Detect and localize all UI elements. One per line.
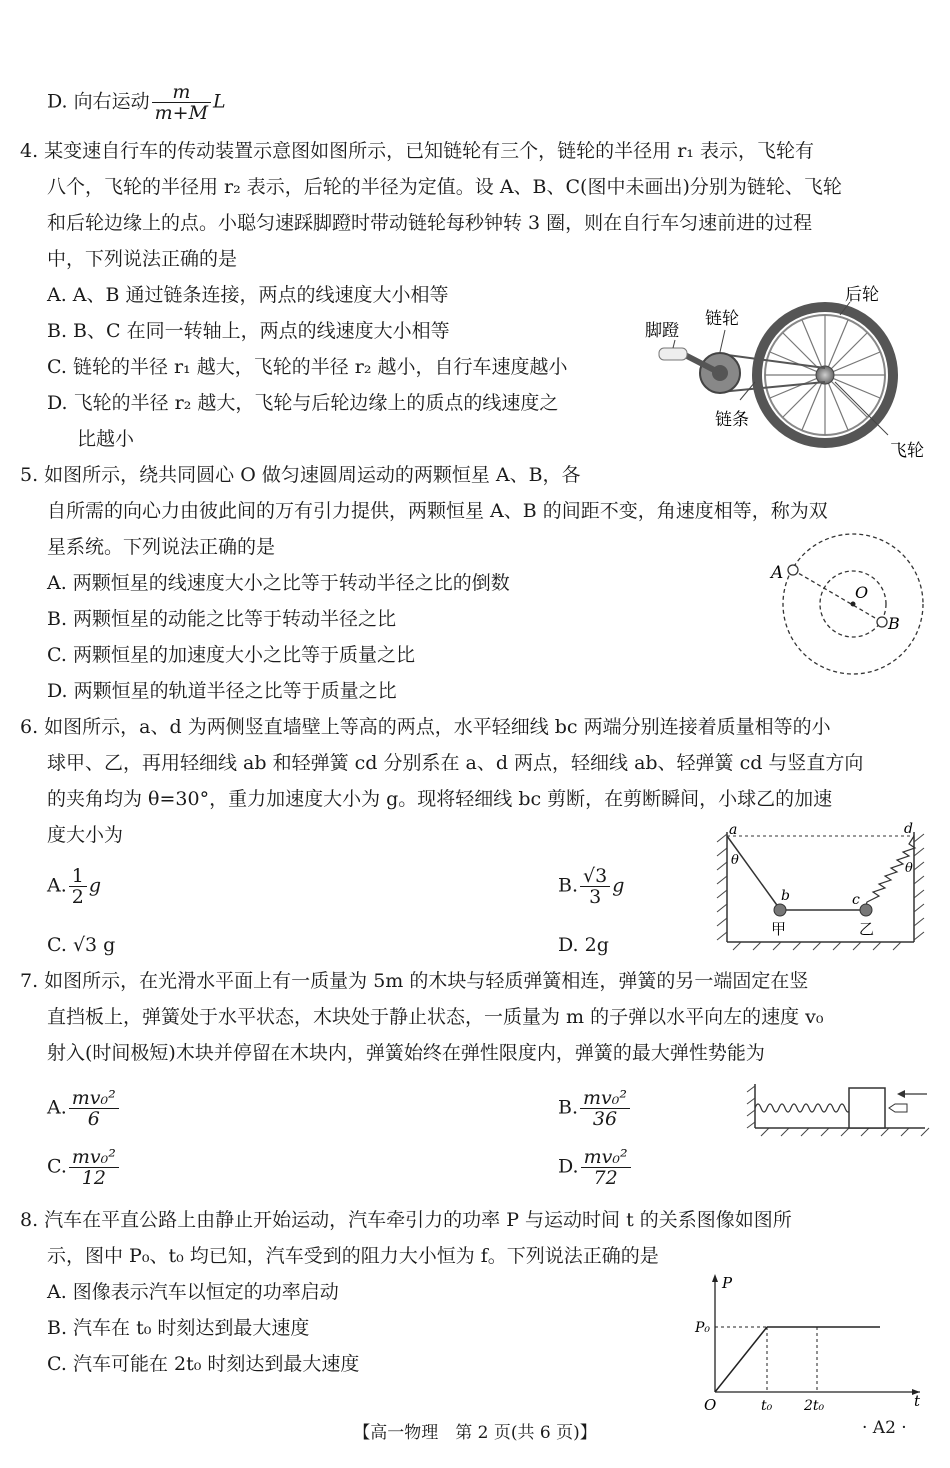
axis-label-t: t <box>914 1392 921 1410</box>
q4-stem-line-3: 和后轮边缘上的点。小聪匀速踩脚蹬时带动链轮每秒钟转 3 圈，则在自行车匀速前进的过程 <box>47 212 813 234</box>
spring-block-figure <box>745 1078 935 1138</box>
wall-hatching <box>717 834 924 950</box>
label-yi: 乙 <box>859 920 875 938</box>
q3-option-d: D. 向右运动 $\frac{m}{m+M}$ L <box>47 81 226 124</box>
label-rear-wheel: 后轮 <box>845 285 879 305</box>
label-a: a <box>729 822 738 838</box>
label-chainring: 链轮 <box>705 309 739 329</box>
q8-stem-line-2: 示，图中 P₀、t₀ 均已知，汽车受到的阻力大小恒为 f。下列说法正确的是 <box>47 1245 659 1267</box>
q8-option-a: A. 图像表示汽车以恒定的功率启动 <box>47 1281 339 1303</box>
q6-option-b: B. $\frac{√3}{3}$ g <box>558 865 625 908</box>
q7-option-b: B. $\frac{\text{mv₀²}}{36}$ <box>558 1088 632 1129</box>
label-chain: 链条 <box>715 410 749 430</box>
q4-option-b: B. B、C 在同一转轴上，两点的线速度大小相等 <box>47 320 450 342</box>
q5-stem-line-1: 5. 如图所示，绕共同圆心 O 做匀速圆周运动的两颗恒星 A、B，各 <box>20 464 581 486</box>
q6-option-d: D. 2g <box>558 934 609 956</box>
q4-option-a: A. A、B 通过链条连接，两点的线速度大小相等 <box>47 284 449 306</box>
q6-a-fraction: $\frac{1}{2}$ <box>69 866 87 907</box>
string-ab <box>727 836 779 908</box>
q5-stem-line-3: 星系统。下列说法正确的是 <box>47 536 276 558</box>
q5-stem-line-2: 自所需的向心力由彼此间的万有引力提供，两颗恒星 A、B 的间距不变，角速度相等，称为双 <box>47 500 828 522</box>
star-a <box>788 565 798 575</box>
q6-stem-line-1: 6. 如图所示，a、d 为两侧竖直墙壁上等高的两点，水平轻细线 bc 两端分别连接着质量相等的小 <box>20 716 831 738</box>
ball-yi <box>860 904 872 916</box>
tick-2t0: 2t₀ <box>804 1398 825 1414</box>
label-a: A <box>771 563 784 583</box>
q6-option-a: A. $\frac{1}{2}$ g <box>47 865 102 908</box>
label-d: d <box>904 822 913 837</box>
bullet <box>889 1104 907 1112</box>
q6-stem-line-2: 球甲、乙，再用轻细线 ab 和轻弹簧 cd 分别系在 a、d 两点，轻细线 ab、轻弹簧 cd 与竖直方向 <box>47 752 864 774</box>
binary-star-figure <box>765 525 940 700</box>
power-time-graph <box>690 1272 930 1414</box>
q7-b-fraction: $\frac{\text{mv₀²}}{36}$ <box>580 1088 630 1129</box>
q7-a-fraction: $\frac{\text{mv₀²}}{6}$ <box>69 1088 119 1129</box>
star-b <box>877 617 887 627</box>
label-b: b <box>781 888 790 904</box>
q6-b-fraction: $\frac{√3}{3}$ <box>580 866 610 907</box>
q7-option-c: C. $\frac{\text{mv₀²}}{12}$ <box>47 1147 121 1188</box>
q6-option-c: C. √3 g <box>47 934 116 956</box>
label-origin: O <box>704 1396 717 1414</box>
label-c: c <box>852 892 860 908</box>
q5-option-c: C. 两颗恒星的加速度大小之比等于质量之比 <box>47 644 415 666</box>
label-b: B <box>888 614 900 633</box>
q4-stem-line-1: 4. 某变速自行车的传动装置示意图如图所示，已知链轮有三个，链轮的半径用 r₁ 表示，飞轮有 <box>20 140 814 162</box>
q8-option-c: C. 汽车可能在 2t₀ 时刻达到最大速度 <box>47 1353 360 1375</box>
page-footer: 【高一物理 第 2 页(共 6 页)】 <box>353 1423 597 1443</box>
spring <box>755 1104 851 1112</box>
label-flywheel: 飞轮 <box>890 441 924 461</box>
q4-option-c: C. 链轮的半径 r₁ 越大，飞轮的半径 r₂ 越小，自行车速度越小 <box>47 356 568 378</box>
q8-option-b: B. 汽车在 t₀ 时刻达到最大速度 <box>47 1317 310 1339</box>
velocity-arrow <box>897 1090 905 1098</box>
wall-spring-figure <box>713 822 928 952</box>
label-jia: 甲 <box>771 920 787 938</box>
q4-option-d: D. 飞轮的半径 r₂ 越大，飞轮与后轮边缘上的质点的线速度之 <box>47 392 559 414</box>
bicycle-figure <box>645 280 940 465</box>
q6-stem-line-3: 的夹角均为 θ=30°，重力加速度大小为 g。现将轻细线 bc 剪断，在剪断瞬间，小球乙的加速 <box>47 788 833 810</box>
ball-jia <box>774 904 786 916</box>
q7-option-a: A. $\frac{\text{mv₀²}}{6}$ <box>47 1088 121 1129</box>
q4-stem-line-2: 八个，飞轮的半径用 r₂ 表示，后轮的半径为定值。设 A、B、C(图中未画出)分别为链轮、飞轮 <box>47 176 842 198</box>
q7-d-fraction: $\frac{\text{mv₀²}}{72}$ <box>581 1147 631 1188</box>
q7-c-fraction: $\frac{\text{mv₀²}}{12}$ <box>69 1147 119 1188</box>
q3-fraction: $\frac{m}{m+M}$ <box>152 82 211 123</box>
center-o <box>851 602 856 607</box>
block <box>849 1088 885 1128</box>
q6-stem-line-4: 度大小为 <box>47 824 124 846</box>
label-p0: P₀ <box>695 1320 711 1336</box>
q7-stem-line-1: 7. 如图所示，在光滑水平面上有一质量为 5m 的木块与轻质弹簧相连，弹簧的另一端固定在竖 <box>20 970 809 992</box>
tick-t0: t₀ <box>761 1398 773 1414</box>
axis-label-p: P <box>722 1274 733 1292</box>
rear-wheel <box>757 307 893 443</box>
label-theta-left: θ <box>731 853 739 868</box>
q5-option-d: D. 两颗恒星的轨道半径之比等于质量之比 <box>47 680 397 702</box>
q4-option-d-cont: 比越小 <box>77 428 135 450</box>
q5-option-b: B. 两颗恒星的动能之比等于转动半径之比 <box>47 608 397 630</box>
label-pedal: 脚蹬 <box>645 321 679 341</box>
page-code: · A2 · <box>862 1418 907 1438</box>
q4-stem-line-4: 中，下列说法正确的是 <box>47 248 238 270</box>
label-theta-right: θ <box>905 861 913 876</box>
q7-option-d: D. $\frac{\text{mv₀²}}{72}$ <box>558 1147 633 1188</box>
q8-stem-line-1: 8. 汽车在平直公路上由静止开始运动，汽车牵引力的功率 P 与运动时间 t 的关系图像如图所 <box>20 1209 792 1231</box>
q7-stem-line-2: 直挡板上，弹簧处于水平状态，木块处于静止状态，一质量为 m 的子弹以水平向左的速度 v₀ <box>47 1006 824 1028</box>
ramp-segment <box>715 1327 767 1392</box>
q5-option-a: A. 两颗恒星的线速度大小之比等于转动半径之比的倒数 <box>47 572 510 594</box>
label-o: O <box>855 583 869 602</box>
q7-stem-line-3: 射入(时间极短)木块并停留在木块内，弹簧始终在弹性限度内，弹簧的最大弹性势能为 <box>47 1042 765 1064</box>
